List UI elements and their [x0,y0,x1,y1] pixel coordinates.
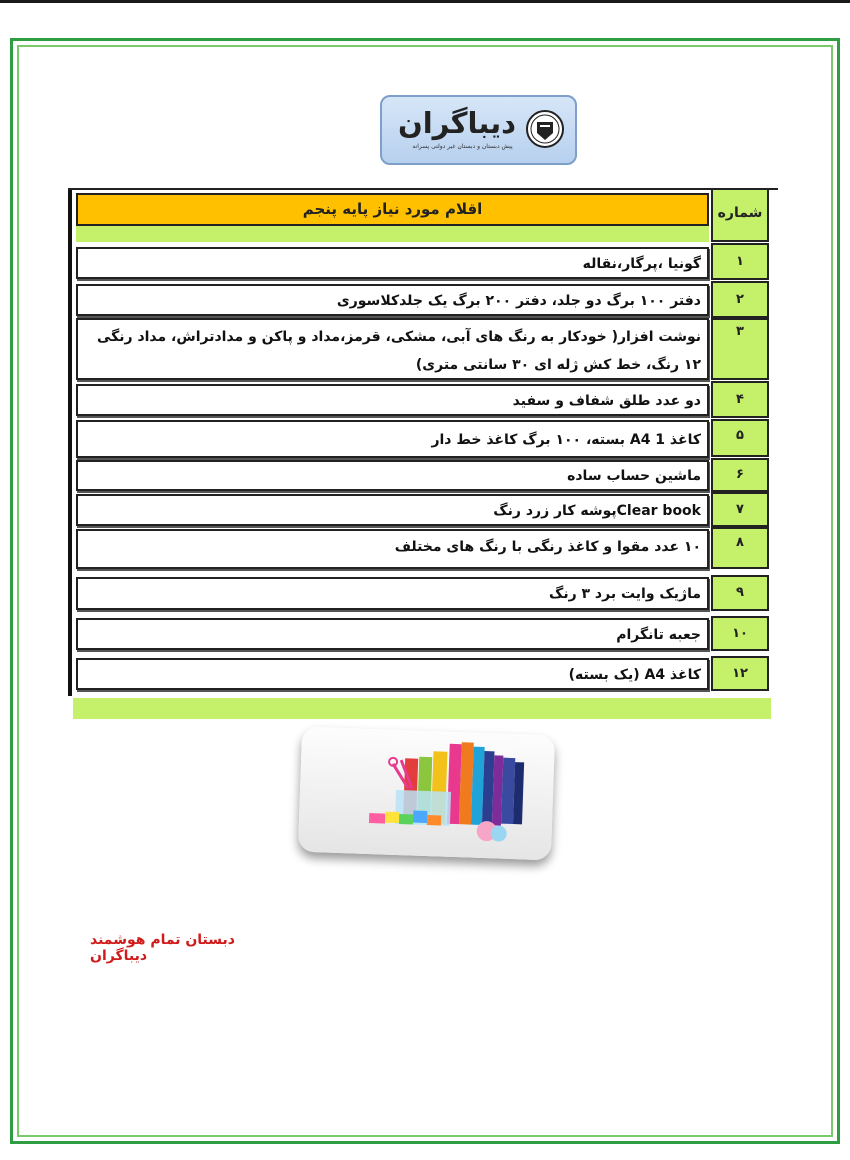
emblem-icon [525,109,565,149]
table-title-strip [76,226,709,242]
logo-tagline: پیش دبستان و دبستان غیر دولتی پسرانه [412,143,513,150]
table-row [76,529,709,569]
item-text: کاغذ A4 (یک بسته) [568,667,701,683]
table-row [76,420,709,458]
item-text: ۱۰ عدد مقوا و کاغذ رنگی با رنگ های مختلف [394,539,701,555]
logo-name: دیباگران [397,106,517,140]
item-number: ۶ [711,458,769,492]
number-column-header: شماره [711,188,769,242]
item-number: ۲ [711,281,769,318]
table-left-border [68,188,72,696]
item-number: ۷ [711,492,769,527]
item-number: ۸ [711,527,769,569]
item-number: ۴ [711,381,769,418]
item-text: جعبه تانگرام [616,627,701,643]
table-top-border [68,188,778,190]
table-row [76,658,709,690]
item-text: دو عدد طلق شفاف و سفید [512,393,701,409]
item-number: ۳ [711,318,769,380]
item-text: گونیا ،پرگار،نقاله [582,256,701,272]
item-number: ۱۲ [711,656,769,691]
item-text: دفتر ۱۰۰ برگ دو جلد، دفتر ۲۰۰ برگ یک جلدکلاسوری [336,293,701,309]
item-text: Clear bookپوشه کار زرد رنگ [493,503,701,519]
item-number: ۱ [711,243,769,280]
item-text: ماژیک وایت برد ۳ رنگ [548,586,701,602]
item-number: ۵ [711,419,769,457]
table-bottom-strip [73,698,771,719]
top-border-line [0,0,850,3]
stationery-image [298,727,555,861]
table-row [76,318,709,380]
item-text: کاغذ A4 1 بسته، ۱۰۰ برگ کاغذ خط دار [431,432,701,448]
stationery-icon [298,727,555,861]
item-number: ۹ [711,575,769,611]
table-row [76,494,709,526]
table-row [76,247,709,279]
table-row [76,284,709,316]
school-name: دبستان تمام هوشمند دیباگران [90,932,235,964]
table-row [76,618,709,650]
item-text: نوشت افزار( خودکار به رنگ های آبی، مشکی، قرمز،مداد و پاکن و مدادتراش، مداد رنگی ۱۲ رنگ، خط کش ژله ای ۳۰ سانتی متری) [96,329,701,373]
table-row [76,577,709,610]
table-row [76,384,709,416]
table-row [76,460,709,491]
item-number: ۱۰ [711,616,769,651]
table-title: اقلام مورد نیاز پایه پنجم [302,200,483,218]
school-logo [380,95,577,165]
item-text: ماشین حساب ساده [567,468,701,484]
